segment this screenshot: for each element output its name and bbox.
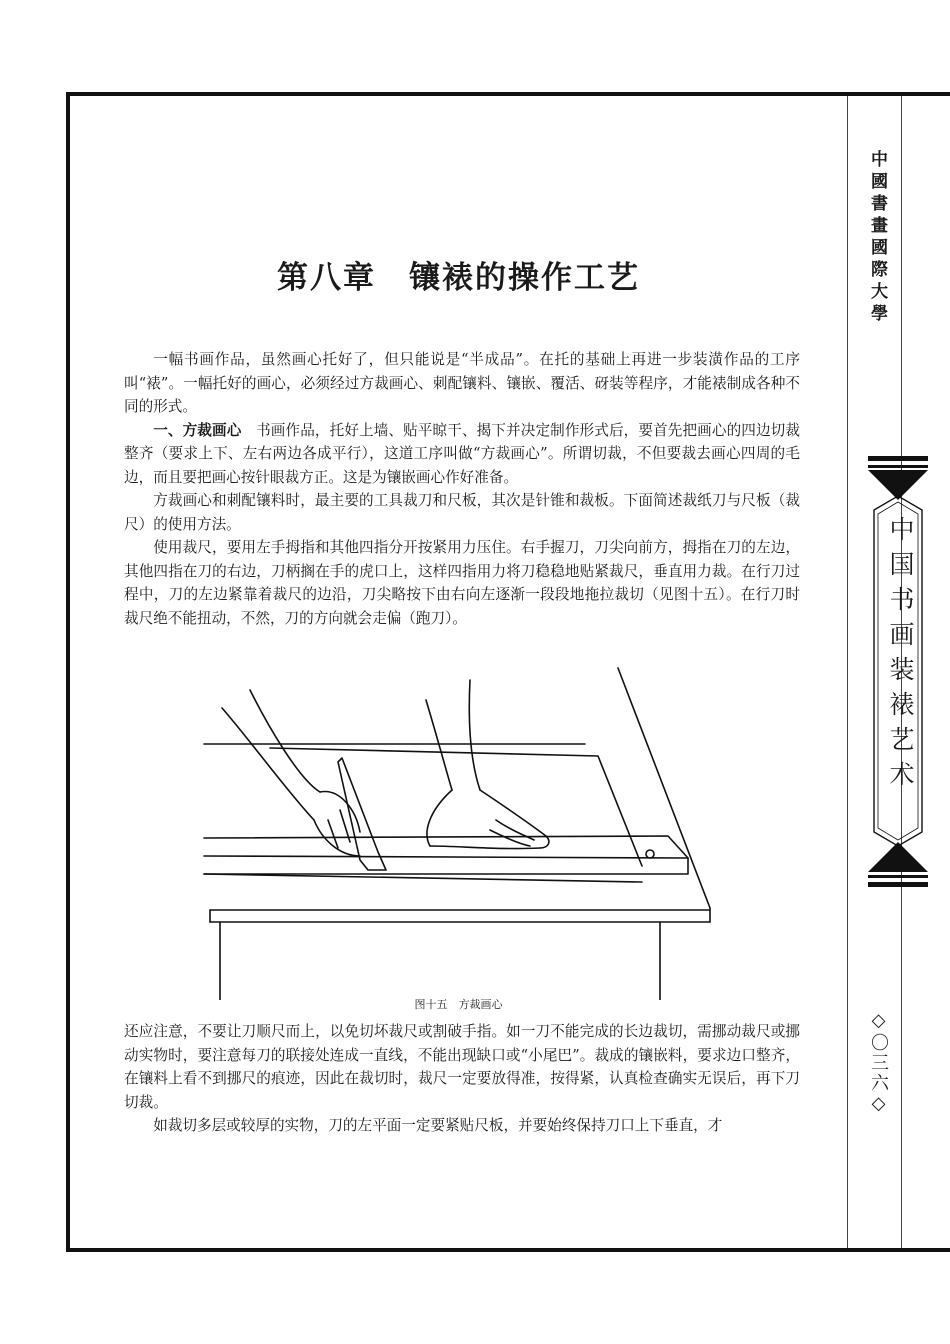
book-title: 中国书画装裱艺术 [886, 516, 915, 796]
university-name: 中國書畫國際大學 [867, 150, 887, 326]
paragraph-ruler-usage: 使用裁尺，要用左手拇指和其他四指分开按紧用力压住。右手握刀，刀尖向前方，拇指在刀的左边，其他四指在刀的右边，刀柄搁在手的虎口上，这样四指用力将刀稳稳地贴紧裁尺，垂直用力裁。在行刀过程中，刀的左边紧靠着裁尺的边沿，刀尖略按下由右向左逐渐一段段地拖拉裁切（见图十五）。在行刀时裁尺绝不能扭动，不然，刀的方向就会走偏（跑刀）。 [124, 539, 800, 627]
ruler-hole-icon [646, 850, 654, 858]
book-title-box [858, 470, 938, 872]
paragraph-tools: 方裁画心和刺配镶料时，最主要的工具裁刀和尺板，其次是针锥和裁板。下面简述裁纸刀与尺板（裁尺）的使用方法。 [124, 492, 800, 533]
page-frame-bottom [66, 1248, 950, 1252]
section-heading: 一、方裁画心 [153, 421, 242, 439]
body-text-bottom [124, 1020, 800, 1138]
sidebar-band-bottom-thin [868, 875, 928, 878]
page-number: ◇〇三六◇ [868, 1010, 889, 1116]
paragraph-continuation: 还应注意，不要让刀顺尺而上，以免切坏裁尺或割破手指。如一刀不能完成的长边裁切，需挪动裁尺或挪动实物时，要注意每刀的联接处连成一直线，不能出现缺口或“小尾巴”。裁成的镶嵌料，要求边口整齐，在镶料上看不到挪尺的痕迹，因此在裁切时，裁尺一定要放得准，按得紧，认真检查确实无误后，再下刀切裁。 [124, 1023, 800, 1111]
sidebar-band-bottom [868, 882, 928, 887]
figure-caption: 图十五 方裁画心 [414, 998, 503, 1011]
paragraph-section-one [124, 419, 800, 490]
hands-knife-ruler-drawing [190, 660, 720, 1000]
sidebar-rule-left [847, 96, 848, 1248]
sidebar-band-top-thin [868, 465, 928, 468]
page-frame-top [66, 92, 950, 96]
body-text-top [124, 348, 800, 630]
sidebar-band-top [868, 456, 928, 461]
figure-cutting-illustration [190, 660, 720, 1000]
section-text: 书画作品，托好上墙、贴平晾干、揭下并决定制作形式后，要首先把画心的四边切裁整齐（要求上下、左右两边各成平行），这道工序叫做“方裁画心”。所谓切裁，不但要裁去画心四周的毛边，而且要把画心按针眼裁方正。这是为镶嵌画心作好准备。 [124, 421, 800, 486]
paragraph-thick-material: 如裁切多层或较厚的实物，刀的左平面一定要紧贴尺板，并要始终保持刀口上下垂直，才 [153, 1117, 723, 1134]
paragraph-intro: 一幅书画作品，虽然画心托好了，但只能说是“半成品”。在托的基础上再进一步装潢作品的工序叫“裱”。一幅托好的画心，必须经过方裁画心、刺配镶料、镶嵌、覆活、砑装等程序，才能裱制成各种不同的形式。 [124, 351, 800, 415]
chapter-title: 第八章 镶裱的操作工艺 [277, 260, 640, 296]
